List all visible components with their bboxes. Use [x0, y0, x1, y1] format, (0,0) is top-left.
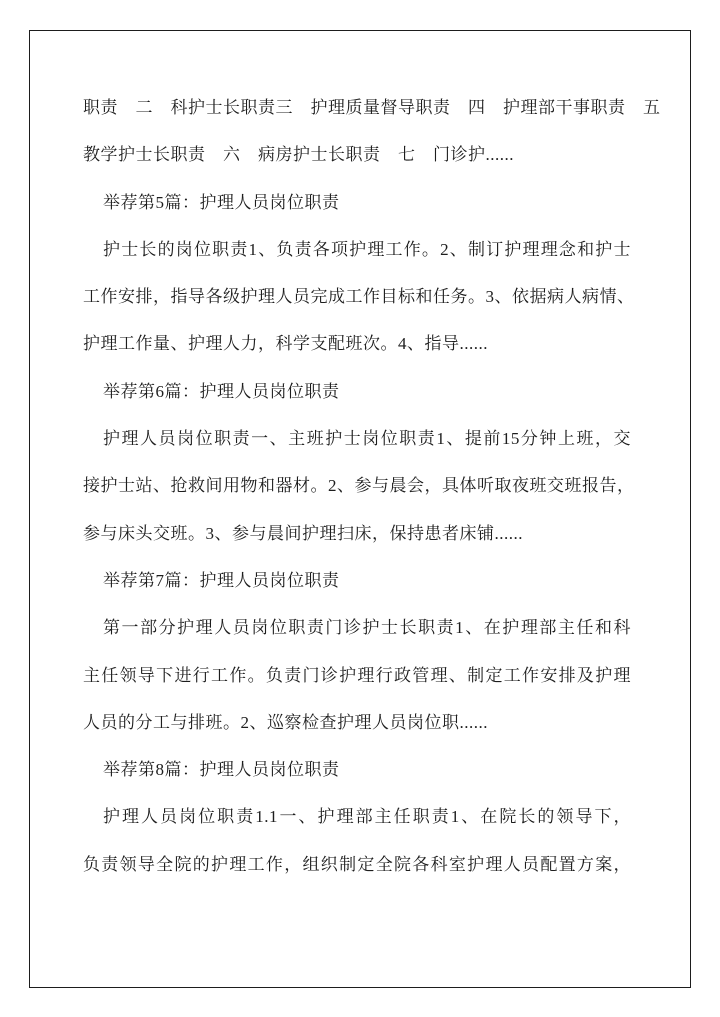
text-line: 护理人员岗位职责1.1一、护理部主任职责1、在院长的领导下， — [103, 807, 631, 827]
paragraph — [83, 84, 661, 179]
text-line: 工作安排，指导各级护理人员完成工作目标和任务。3、依据病人病情、 — [83, 287, 635, 307]
text-line: 参与床头交班。3、参与晨间护理扫床，保持患者床铺...... — [83, 523, 523, 543]
document-page-border — [29, 30, 691, 988]
paragraph — [83, 226, 635, 368]
text-line: 举荐第7篇：护理人员岗位职责 — [103, 570, 340, 590]
paragraph — [83, 746, 631, 793]
text-line: 举荐第6篇：护理人员岗位职责 — [103, 381, 340, 401]
paragraph — [83, 179, 631, 226]
text-line: 护理工作量、护理人力，科学支配班次。4、指导...... — [83, 334, 488, 354]
text-line: 主任领导下进行工作。负责门诊护理行政管理、制定工作安排及护理 — [83, 665, 631, 685]
document-content — [83, 84, 661, 888]
text-line: 举荐第8篇：护理人员岗位职责 — [103, 760, 340, 780]
text-line: 接护士站、抢救间用物和器材。2、参与晨会，具体听取夜班交班报告， — [83, 476, 635, 496]
paragraph — [83, 793, 631, 888]
text-line: 护士长的岗位职责1、负责各项护理工作。2、制订护理理念和护士 — [103, 239, 631, 259]
paragraph — [83, 415, 635, 557]
text-line: 教学护士长职责 六 病房护士长职责 七 门诊护...... — [83, 145, 514, 165]
paragraph — [83, 604, 631, 746]
text-line: 第一部分护理人员岗位职责门诊护士长职责1、在护理部主任和科 — [103, 618, 631, 638]
text-line: 人员的分工与排班。2、巡察检查护理人员岗位职...... — [83, 712, 488, 732]
paragraph — [83, 368, 631, 415]
text-line: 职责 二 科护士长职责三 护理质量督导职责 四 护理部干事职责 五 — [83, 98, 661, 117]
text-line: 护理人员岗位职责一、主班护士岗位职责1、提前15分钟上班，交 — [103, 429, 631, 449]
paragraph — [83, 557, 631, 604]
text-line: 举荐第5篇：护理人员岗位职责 — [103, 192, 340, 212]
text-line: 负责领导全院的护理工作，组织制定全院各科室护理人员配置方案， — [83, 854, 631, 874]
